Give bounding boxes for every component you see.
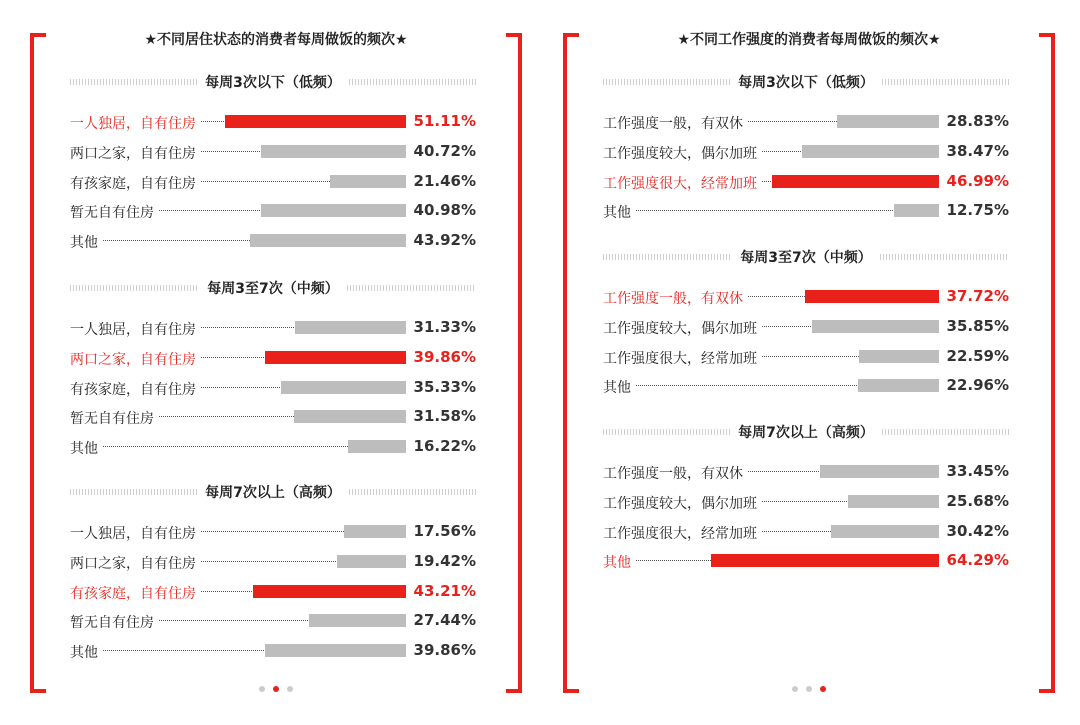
- leader-line: [607, 210, 939, 211]
- category-label: 一人独居，自有住房: [70, 113, 200, 133]
- frequency-group: [603, 72, 1009, 229]
- value-label: 40.98%: [413, 201, 476, 220]
- value-label: 39.86%: [413, 641, 476, 660]
- value-label: 64.29%: [946, 551, 1009, 570]
- value-label: 21.46%: [413, 171, 476, 190]
- bar-row: [603, 110, 1009, 134]
- bar: [820, 465, 939, 478]
- category-label: 暂无自有住房: [70, 612, 158, 632]
- hatch-rule: [603, 429, 730, 435]
- bar: [265, 644, 407, 657]
- bar-row: [70, 609, 476, 633]
- hatch-rule: [349, 79, 476, 85]
- bar-row: [603, 170, 1009, 194]
- category-label: 工作强度很大，经常加班: [603, 523, 761, 543]
- category-label: 一人独居，自有住房: [70, 319, 200, 339]
- hatch-rule: [882, 79, 1009, 85]
- bar-row: [603, 199, 1009, 223]
- bar-row: [603, 285, 1009, 309]
- bar: [281, 381, 406, 394]
- value-label: 30.42%: [946, 521, 1009, 540]
- bar: [250, 234, 406, 247]
- category-label: 其他: [603, 552, 635, 572]
- page-dot[interactable]: [273, 686, 279, 692]
- bar-row: [603, 520, 1009, 544]
- bar: [309, 614, 406, 627]
- chart-title: ★不同居住状态的消费者每周做饭的频次★: [144, 32, 408, 48]
- category-label: 两口之家，自有住房: [70, 553, 200, 573]
- category-label: 有孩家庭，自有住房: [70, 379, 200, 399]
- bar: [772, 175, 939, 188]
- bar-row: [70, 376, 476, 400]
- bar-row: [603, 345, 1009, 369]
- group-header: [70, 482, 476, 502]
- bar: [261, 204, 406, 217]
- bar: [805, 290, 939, 303]
- bar: [294, 410, 406, 423]
- hatch-rule: [70, 79, 197, 85]
- bar-row: [603, 460, 1009, 484]
- bar-row: [603, 490, 1009, 514]
- bar-row: [70, 140, 476, 164]
- bar: [802, 145, 939, 158]
- category-label: 其他: [603, 202, 635, 222]
- page-dot[interactable]: [806, 686, 812, 692]
- value-label: 31.58%: [413, 407, 476, 426]
- group-label: 每周3至7次（中频）: [207, 281, 339, 297]
- value-label: 43.92%: [413, 231, 476, 250]
- bar: [812, 320, 939, 333]
- bar: [330, 175, 406, 188]
- bar: [344, 525, 406, 538]
- bar-row: [70, 580, 476, 604]
- left-bracket: [563, 33, 579, 693]
- page-dot[interactable]: [259, 686, 265, 692]
- bar: [894, 204, 939, 217]
- bar-row: [70, 405, 476, 429]
- page-indicator[interactable]: [30, 686, 522, 692]
- bar-row: [70, 229, 476, 253]
- frequency-group: [603, 247, 1009, 404]
- value-label: 31.33%: [413, 318, 476, 336]
- category-label: 暂无自有住房: [70, 202, 158, 222]
- frequency-group: [70, 482, 476, 669]
- value-label: 38.47%: [946, 141, 1009, 160]
- bar: [831, 525, 939, 538]
- value-label: 37.72%: [946, 287, 1009, 305]
- group-header: [70, 278, 476, 298]
- value-label: 12.75%: [946, 201, 1009, 220]
- hatch-rule: [70, 285, 199, 291]
- value-label: 43.21%: [413, 581, 476, 600]
- category-label: 两口之家，自有住房: [70, 143, 200, 163]
- bar: [859, 350, 939, 363]
- right-chart-panel: [563, 0, 1055, 725]
- bar-row: [70, 550, 476, 574]
- group-header: [603, 422, 1009, 442]
- page-dot[interactable]: [287, 686, 293, 692]
- category-label: 工作强度一般，有双休: [603, 288, 747, 308]
- category-label: 其他: [603, 377, 635, 397]
- hatch-rule: [347, 285, 476, 291]
- category-label: 有孩家庭，自有住房: [70, 583, 200, 603]
- bar-row: [70, 199, 476, 223]
- category-label: 工作强度很大，经常加班: [603, 173, 761, 193]
- frequency-group: [70, 278, 476, 465]
- bar-row: [70, 170, 476, 194]
- category-label: 工作强度较大，偶尔加班: [603, 493, 761, 513]
- bar-row: [603, 549, 1009, 573]
- bar: [253, 585, 406, 598]
- bar-row: [70, 639, 476, 663]
- category-label: 工作强度一般，有双休: [603, 113, 747, 133]
- left-chart-panel: [30, 0, 522, 725]
- value-label: 27.44%: [413, 611, 476, 630]
- category-label: 工作强度较大，偶尔加班: [603, 143, 761, 163]
- hatch-rule: [349, 489, 476, 495]
- value-label: 40.72%: [413, 141, 476, 160]
- hatch-rule: [882, 429, 1009, 435]
- category-label: 工作强度很大，经常加班: [603, 348, 761, 368]
- value-label: 28.83%: [946, 112, 1009, 130]
- group-label: 每周3次以下（低频）: [205, 75, 341, 91]
- bar-row: [70, 520, 476, 544]
- value-label: 22.59%: [946, 346, 1009, 365]
- bar: [858, 379, 940, 392]
- value-label: 35.33%: [413, 377, 476, 396]
- category-label: 工作强度一般，有双休: [603, 463, 747, 483]
- bar: [337, 555, 406, 568]
- bar: [348, 440, 406, 453]
- category-label: 工作强度较大，偶尔加班: [603, 318, 761, 338]
- bar-row: [603, 140, 1009, 164]
- bar-row: [70, 110, 476, 134]
- category-label: 有孩家庭，自有住房: [70, 173, 200, 193]
- bar-row: [70, 316, 476, 340]
- page-dot[interactable]: [792, 686, 798, 692]
- group-label: 每周3次以下（低频）: [738, 75, 874, 91]
- hatch-rule: [603, 79, 730, 85]
- bar: [837, 115, 939, 128]
- bar-row: [70, 346, 476, 370]
- bar: [848, 495, 939, 508]
- bar-row: [603, 315, 1009, 339]
- bar: [225, 115, 406, 128]
- value-label: 17.56%: [413, 522, 476, 540]
- hatch-rule: [603, 254, 732, 260]
- bar: [711, 554, 939, 567]
- frequency-group: [603, 422, 1009, 579]
- group-label: 每周3至7次（中频）: [740, 250, 872, 266]
- chart-title: ★不同工作强度的消费者每周做饭的频次★: [677, 32, 941, 48]
- value-label: 25.68%: [946, 491, 1009, 510]
- bar: [265, 351, 407, 364]
- page-indicator[interactable]: [563, 686, 1055, 692]
- value-label: 51.11%: [413, 112, 476, 130]
- bar-row: [603, 374, 1009, 398]
- value-label: 35.85%: [946, 316, 1009, 335]
- category-label: 两口之家，自有住房: [70, 349, 200, 369]
- group-header: [603, 247, 1009, 267]
- group-label: 每周7次以上（高频）: [738, 425, 874, 441]
- hatch-rule: [70, 489, 197, 495]
- category-label: 其他: [70, 642, 102, 662]
- right-bracket: [1039, 33, 1055, 693]
- bar: [261, 145, 406, 158]
- value-label: 19.42%: [413, 551, 476, 570]
- value-label: 22.96%: [946, 376, 1009, 395]
- hatch-rule: [880, 254, 1009, 260]
- category-label: 一人独居，自有住房: [70, 523, 200, 543]
- value-label: 33.45%: [946, 462, 1009, 480]
- value-label: 16.22%: [413, 437, 476, 456]
- bar-row: [70, 435, 476, 459]
- left-bracket: [30, 33, 46, 693]
- frequency-group: [70, 72, 476, 259]
- bar: [295, 321, 406, 334]
- group-label: 每周7次以上（高频）: [205, 485, 341, 501]
- value-label: 46.99%: [946, 171, 1009, 190]
- group-header: [603, 72, 1009, 92]
- category-label: 其他: [70, 438, 102, 458]
- category-label: 暂无自有住房: [70, 408, 158, 428]
- right-bracket: [506, 33, 522, 693]
- category-label: 其他: [70, 232, 102, 252]
- page-dot[interactable]: [820, 686, 826, 692]
- value-label: 39.86%: [413, 347, 476, 366]
- group-header: [70, 72, 476, 92]
